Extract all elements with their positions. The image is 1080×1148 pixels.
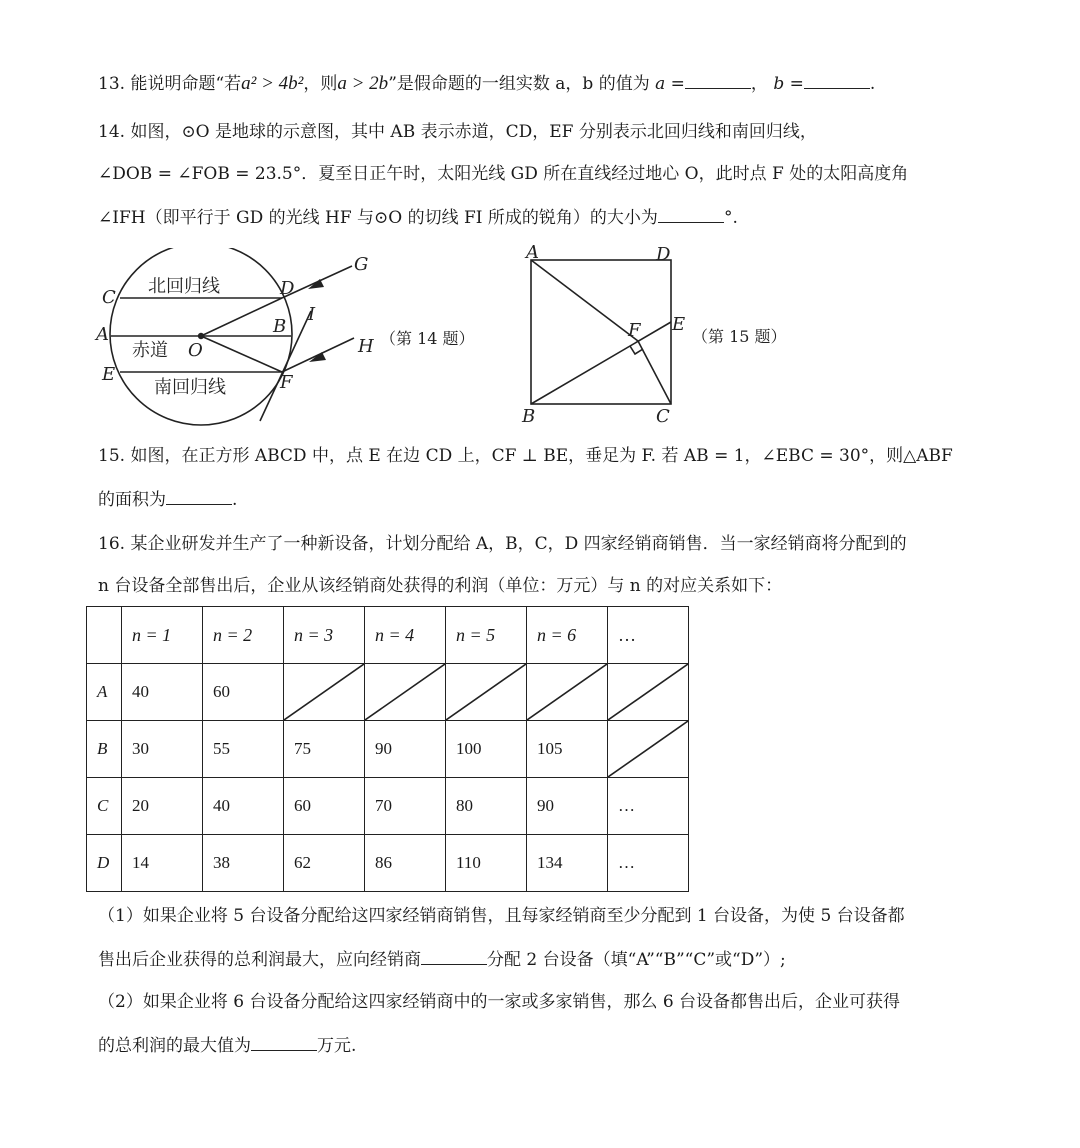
table-cell: … bbox=[608, 835, 689, 892]
table-cell: 105 bbox=[527, 721, 608, 778]
q15-answer-blank[interactable] bbox=[166, 486, 232, 505]
sun-ray-hf bbox=[282, 338, 354, 372]
sq-point-c: C bbox=[656, 406, 670, 427]
table-header-row bbox=[87, 607, 689, 664]
ray-od bbox=[201, 298, 282, 336]
point-i: I bbox=[308, 304, 316, 325]
table-cell: 30 bbox=[122, 721, 203, 778]
q14-line-1: 14. 如图，⊙O 是地球的示意图，其中 AB 表示赤道，CD，EF 分别表示北回归线和南回归线， bbox=[98, 122, 817, 142]
q15-line-2-end: . bbox=[232, 490, 238, 510]
profit-table bbox=[86, 606, 689, 892]
table-cell: 60 bbox=[203, 664, 284, 721]
q16-part2-blank[interactable] bbox=[251, 1032, 317, 1051]
point-g: G bbox=[354, 254, 369, 275]
table-cell-empty bbox=[446, 664, 527, 721]
q13-mid: ，则 bbox=[303, 74, 338, 94]
q15-line-1: 15. 如图，在正方形 ABCD 中，点 E 在边 CD 上，CF ⊥ BE，垂足为 F. 若 AB = 1，∠EBC = 30°，则△ABF bbox=[98, 446, 953, 466]
caption-14: （第 14 题） bbox=[380, 329, 475, 348]
q16-part1-blank[interactable] bbox=[421, 946, 487, 965]
table-cell: 75 bbox=[284, 721, 365, 778]
table-cell: 90 bbox=[365, 721, 446, 778]
label-north-tropic: 北回归线 bbox=[148, 276, 220, 297]
segment-af bbox=[531, 260, 638, 341]
q16-part1-line-2 bbox=[98, 946, 786, 972]
q13-b-label: b = bbox=[773, 74, 804, 94]
table-cell: 38 bbox=[203, 835, 284, 892]
q14-line-3-end: °. bbox=[723, 208, 738, 228]
table-cell-empty bbox=[284, 664, 365, 721]
sq-point-a: A bbox=[526, 244, 539, 263]
point-c: C bbox=[102, 287, 116, 308]
table-cell: 110 bbox=[446, 835, 527, 892]
arrow-hf bbox=[309, 352, 326, 362]
table-cell: 14 bbox=[122, 835, 203, 892]
q16-part1-text: 售出后企业获得的总利润最大，应向经销商 bbox=[98, 950, 421, 970]
table-cell: 90 bbox=[527, 778, 608, 835]
caption-15: （第 15 题） bbox=[692, 327, 787, 346]
table-row bbox=[87, 778, 689, 835]
q15-line-2-text: 的面积为 bbox=[98, 490, 166, 510]
table-cell: 100 bbox=[446, 721, 527, 778]
table-corner bbox=[87, 607, 122, 664]
table-cell: 70 bbox=[365, 778, 446, 835]
label-equator: 赤道 bbox=[132, 340, 168, 361]
point-h: H bbox=[358, 336, 374, 357]
label-south-tropic: 南回归线 bbox=[154, 377, 226, 398]
table-cell: 40 bbox=[203, 778, 284, 835]
table-row bbox=[87, 721, 689, 778]
table-cell-empty bbox=[608, 721, 689, 778]
figure-15 bbox=[516, 244, 806, 430]
point-f: F bbox=[280, 372, 293, 393]
q16-part1-end: 分配 2 台设备（填“A”“B”“C”或“D”）; bbox=[487, 950, 786, 970]
table-header: … bbox=[608, 607, 689, 664]
table-row bbox=[87, 664, 689, 721]
q16-line-1: 16. 某企业研发并生产了一种新设备，计划分配给 A，B，C，D 四家经销商销售．当一家经销商将分配到的 bbox=[98, 534, 907, 554]
table-header: n = 1 bbox=[122, 607, 203, 664]
q16-part2-line-2 bbox=[98, 1032, 356, 1058]
q13-a-label: a = bbox=[655, 74, 685, 94]
row-label: C bbox=[87, 778, 122, 835]
q13-sep: ， bbox=[750, 74, 768, 94]
table-cell-empty bbox=[608, 664, 689, 721]
table-cell-empty bbox=[527, 664, 608, 721]
center-dot bbox=[198, 333, 204, 339]
table-cell: 40 bbox=[122, 664, 203, 721]
square-abcd bbox=[531, 260, 671, 404]
figure-14 bbox=[90, 248, 490, 438]
ray-of bbox=[201, 336, 282, 372]
row-label: D bbox=[87, 835, 122, 892]
q16-part2-end: 万元. bbox=[317, 1036, 357, 1056]
table-cell: 62 bbox=[284, 835, 365, 892]
row-label: B bbox=[87, 721, 122, 778]
q16-part1-line-1: （1）如果企业将 5 台设备分配给这四家经销商销售，且每家经销商至少分配到 1 台设备，为使 5 台设备都 bbox=[98, 906, 905, 926]
segment-cf bbox=[638, 341, 671, 404]
sq-point-e: E bbox=[672, 314, 686, 335]
q16-line-2: n 台设备全部售出后，企业从该经销商处获得的利润（单位：万元）与 n 的对应关系如下： bbox=[98, 576, 783, 596]
q15-line-2 bbox=[98, 486, 237, 512]
row-label: A bbox=[87, 664, 122, 721]
q16-part2-line-1: （2）如果企业将 6 台设备分配给这四家经销商中的一家或多家销售，那么 6 台设备都售出后，企业可获得 bbox=[98, 992, 901, 1012]
point-o: O bbox=[188, 340, 203, 361]
q14-line-3-text: ∠IFH（即平行于 GD 的光线 HF 与⊙O 的切线 FI 所成的锐角）的大小为 bbox=[98, 208, 658, 228]
table-header: n = 2 bbox=[203, 607, 284, 664]
point-b: B bbox=[273, 316, 287, 337]
q14-line-2: ∠DOB = ∠FOB = 23.5°．夏至日正午时，太阳光线 GD 所在直线经过地心 O，此时点 F 处的太阳高度角 bbox=[98, 164, 909, 184]
q13-line bbox=[98, 70, 875, 96]
q16-part2-text: 的总利润的最大值为 bbox=[98, 1036, 251, 1056]
table-cell-empty bbox=[365, 664, 446, 721]
q13-conclusion: a > 2b bbox=[337, 73, 389, 94]
table-cell: 134 bbox=[527, 835, 608, 892]
sq-point-f: F bbox=[628, 320, 641, 341]
table-header: n = 4 bbox=[365, 607, 446, 664]
table-header: n = 5 bbox=[446, 607, 527, 664]
q13-prefix: 13. 能说明命题“若 bbox=[98, 74, 242, 94]
table-cell: 60 bbox=[284, 778, 365, 835]
q13-a-blank[interactable] bbox=[685, 70, 751, 89]
table-header: n = 3 bbox=[284, 607, 365, 664]
table-cell: … bbox=[608, 778, 689, 835]
point-d: D bbox=[280, 278, 295, 299]
q13-b-blank[interactable] bbox=[804, 70, 870, 89]
table-header: n = 6 bbox=[527, 607, 608, 664]
q14-line-3 bbox=[98, 204, 738, 230]
sq-point-d: D bbox=[656, 244, 671, 265]
point-e: E bbox=[102, 364, 116, 385]
table-cell: 20 bbox=[122, 778, 203, 835]
table-cell: 80 bbox=[446, 778, 527, 835]
q14-answer-blank[interactable] bbox=[658, 204, 724, 223]
q13-condition: a² > 4b² bbox=[241, 73, 304, 94]
table-cell: 55 bbox=[203, 721, 284, 778]
q13-suffix: ”是假命题的一组实数 a，b 的值为 bbox=[388, 74, 650, 94]
table-cell: 86 bbox=[365, 835, 446, 892]
q13-end: . bbox=[869, 74, 876, 94]
sq-point-b: B bbox=[522, 406, 536, 427]
point-a: A bbox=[96, 324, 109, 345]
table-row bbox=[87, 835, 689, 892]
